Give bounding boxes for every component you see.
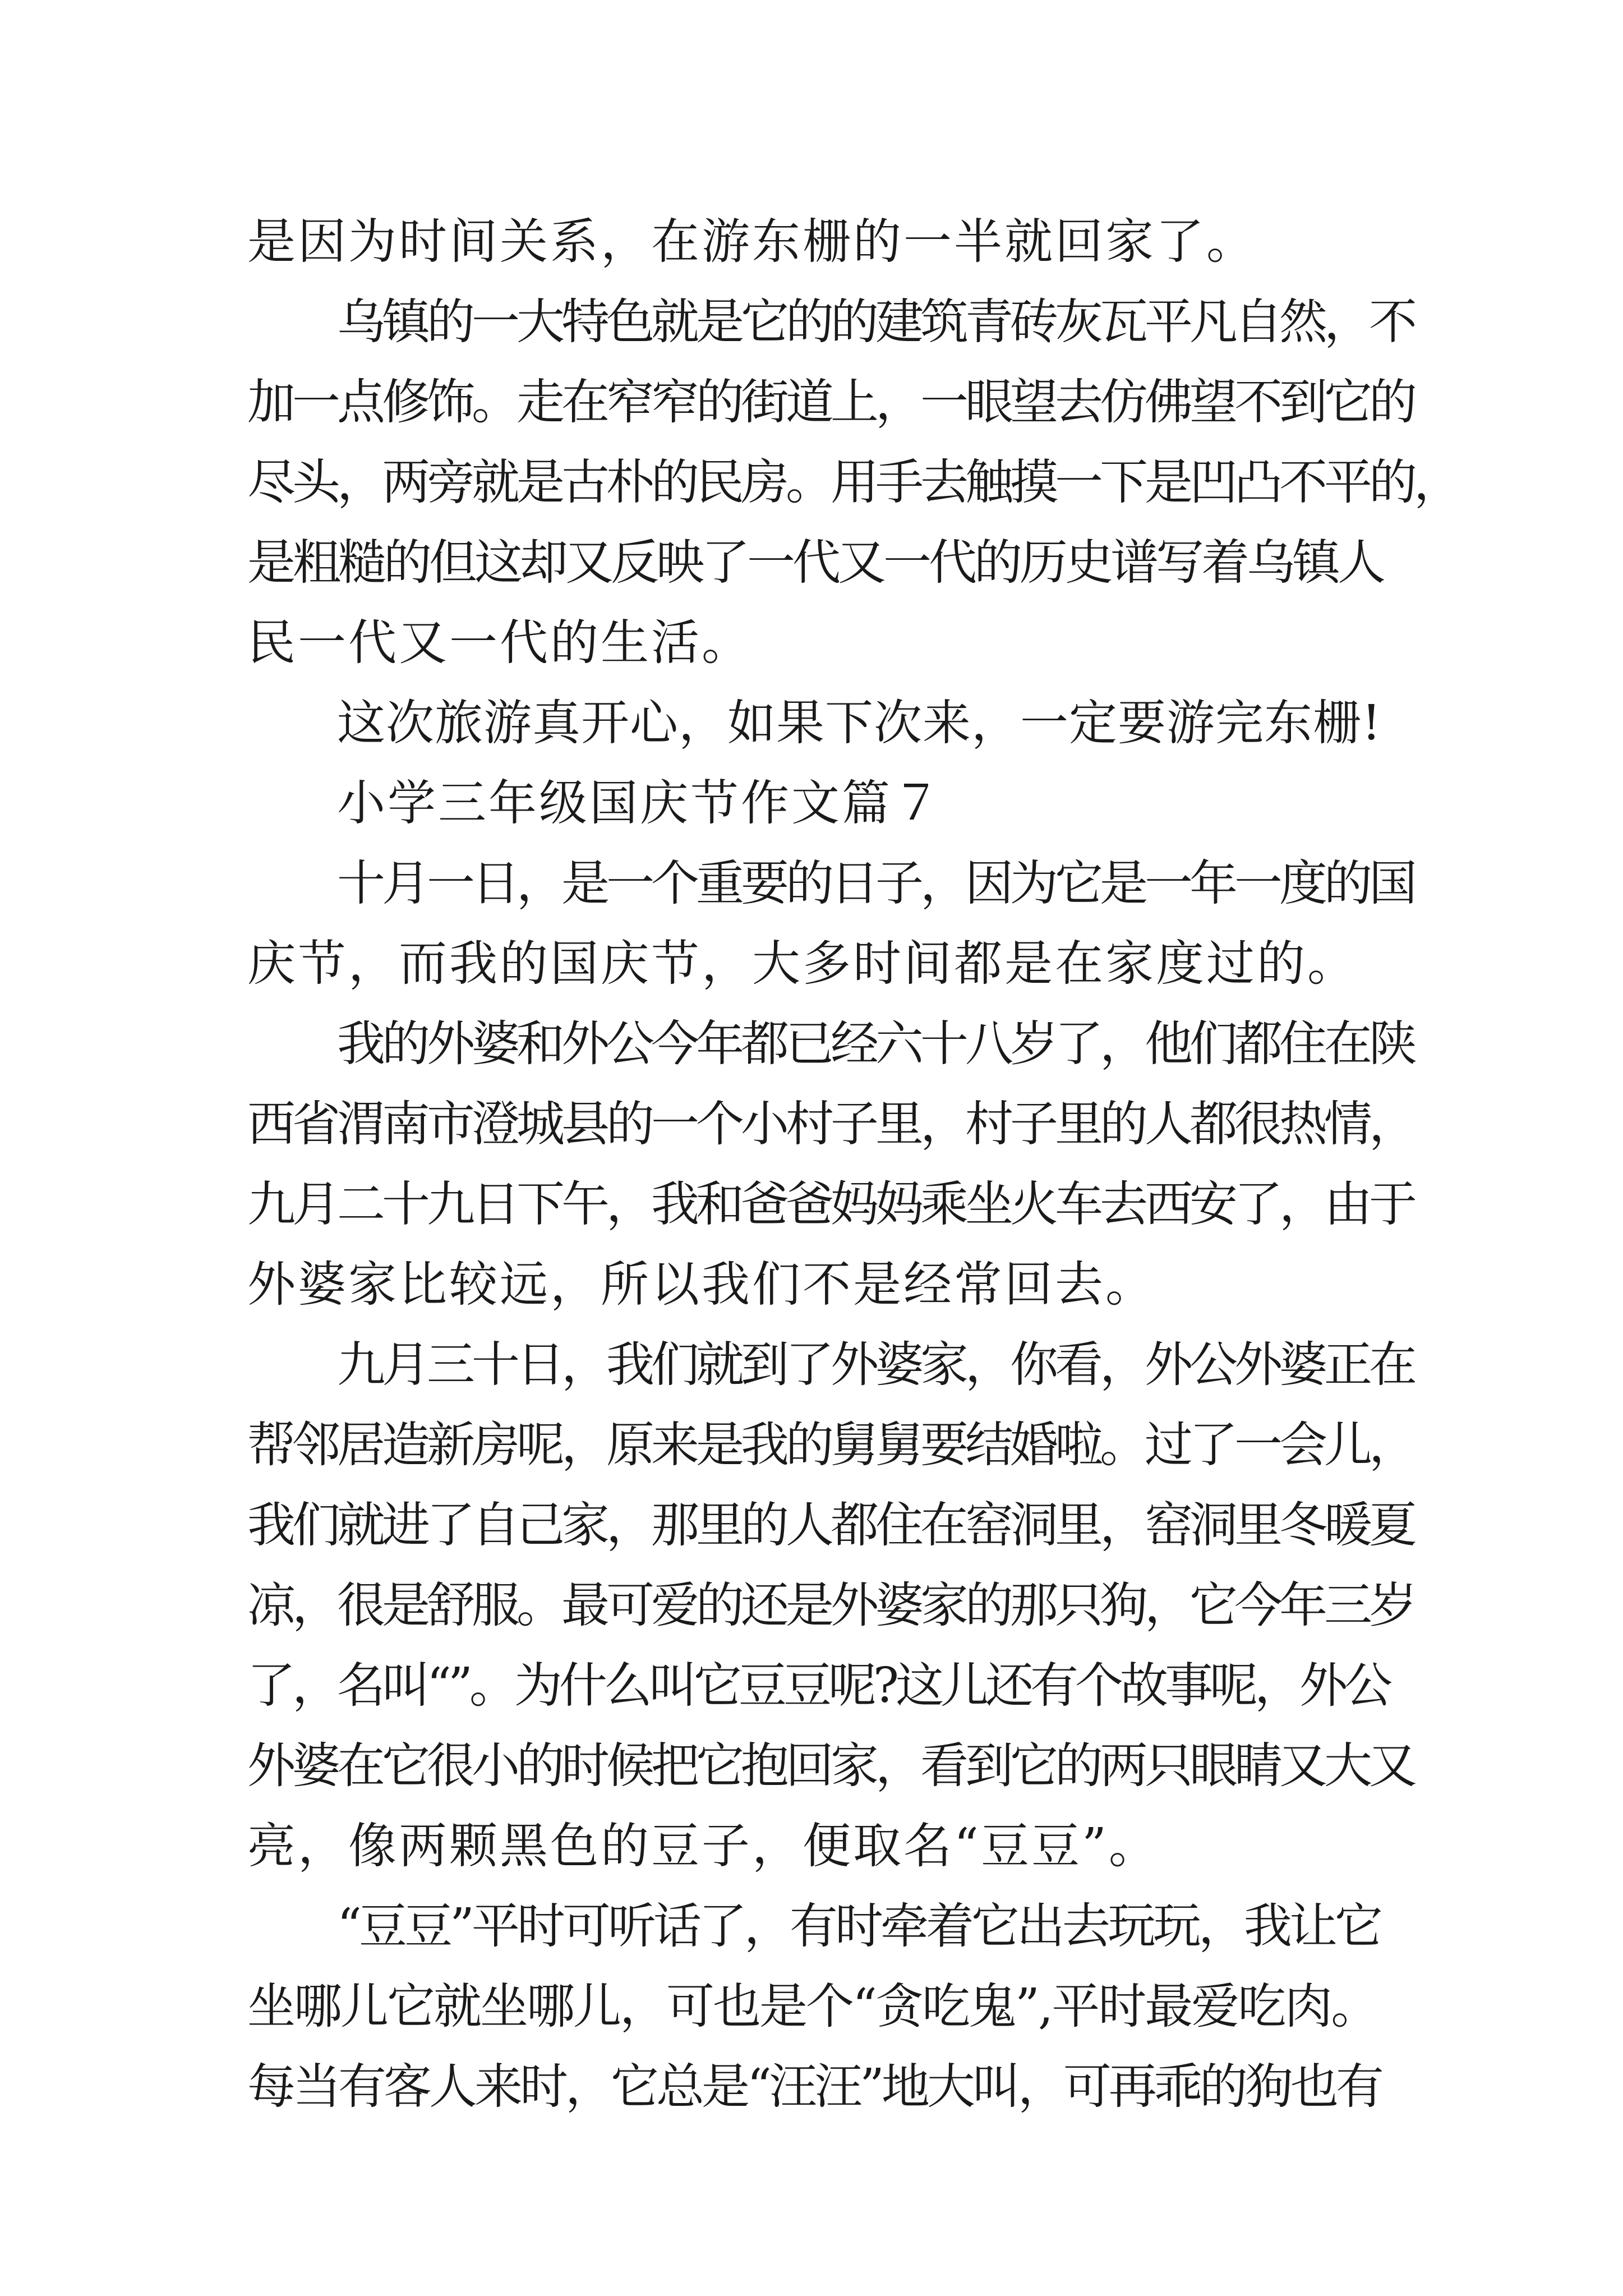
paragraph-4-line-0: 十月一日，是一个重要的日子，因为它是一年一度的国	[337, 855, 1414, 912]
paragraph-1-line-1: 加一点修饰。走在窄窄的街道上，一眼望去仿佛望不到它的	[247, 374, 1414, 430]
paragraph-5-line-2: 九月二十九日下午，我和爸爸妈妈乘坐火车去西安了，由于	[247, 1176, 1414, 1232]
paragraph-4-line-1: 庆节，而我的国庆节，大多时间都是在家度过的。	[247, 936, 1358, 992]
paragraph-6-line-0: 九月三十日，我们就到了外婆家，你看，外公外婆正在	[337, 1337, 1414, 1393]
paragraph-1-line-3: 是粗糙的但这却又反映了一代又一代的历史谱写着乌镇人	[247, 535, 1383, 591]
section-heading: 小学三年级国庆节作文篇７	[337, 775, 943, 831]
paragraph-6-line-6: 亮，像两颗黑色的豆子，便取名“豆豆”。	[247, 1818, 1159, 1874]
paragraph-6-line-5: 外婆在它很小的时候把它抱回家，看到它的两只眼睛又大又	[247, 1738, 1414, 1794]
paragraph-6-line-1: 帮邻居造新房呢，原来是我的舅舅要结婚啦。过了一会儿，	[247, 1417, 1414, 1473]
paragraph-7-line-0: “豆豆”平时可听话了，有时牵着它出去玩玩，我让它	[337, 1898, 1380, 1954]
paragraph-7-line-2: 每当有客人来时，它总是“汪汪”地大叫，可再乖的狗也有	[247, 2059, 1381, 2115]
paragraph-5-line-0: 我的外婆和外公今年都已经六十八岁了，他们都住在陕	[337, 1016, 1414, 1072]
paragraph-1-line-4: 民一代又一代的生活。	[247, 615, 752, 671]
paragraph-1-line-2: 尽头，两旁就是古朴的民房。用手去触摸一下是凹凸不平的，	[247, 454, 1459, 510]
paragraph-5-line-3: 外婆家比较远，所以我们不是经常回去。	[247, 1257, 1156, 1313]
paragraph-5-line-1: 西省渭南市澄城县的一个小村子里，村子里的人都很热情，	[247, 1096, 1414, 1152]
paragraph-2-line-0: 这次旅游真开心，如果下次来，一定要游完东栅!	[337, 695, 1382, 751]
paragraph-6-line-2: 我们就进了自己家，那里的人都住在窑洞里，窑洞里冬暖夏	[247, 1497, 1414, 1553]
document-body	[247, 202, 1459, 2127]
paragraph-1-line-0: 乌镇的一大特色就是它的的建筑青砖灰瓦平凡自然，不	[337, 294, 1414, 350]
paragraph-6-line-3: 凉，很是舒服。最可爱的还是外婆家的那只狗，它今年三岁	[247, 1577, 1414, 1634]
paragraph-0-line-0: 是因为时间关系，在游东栅的一半就回家了。	[247, 214, 1257, 270]
paragraph-6-line-4: 了，名叫“”。为什么叫它豆豆呢?这儿还有个故事呢，外公	[247, 1658, 1390, 1714]
paragraph-7-line-1: 坐哪儿它就坐哪儿，可也是个“贪吃鬼”,平时最爱吃肉。	[247, 1978, 1378, 2035]
